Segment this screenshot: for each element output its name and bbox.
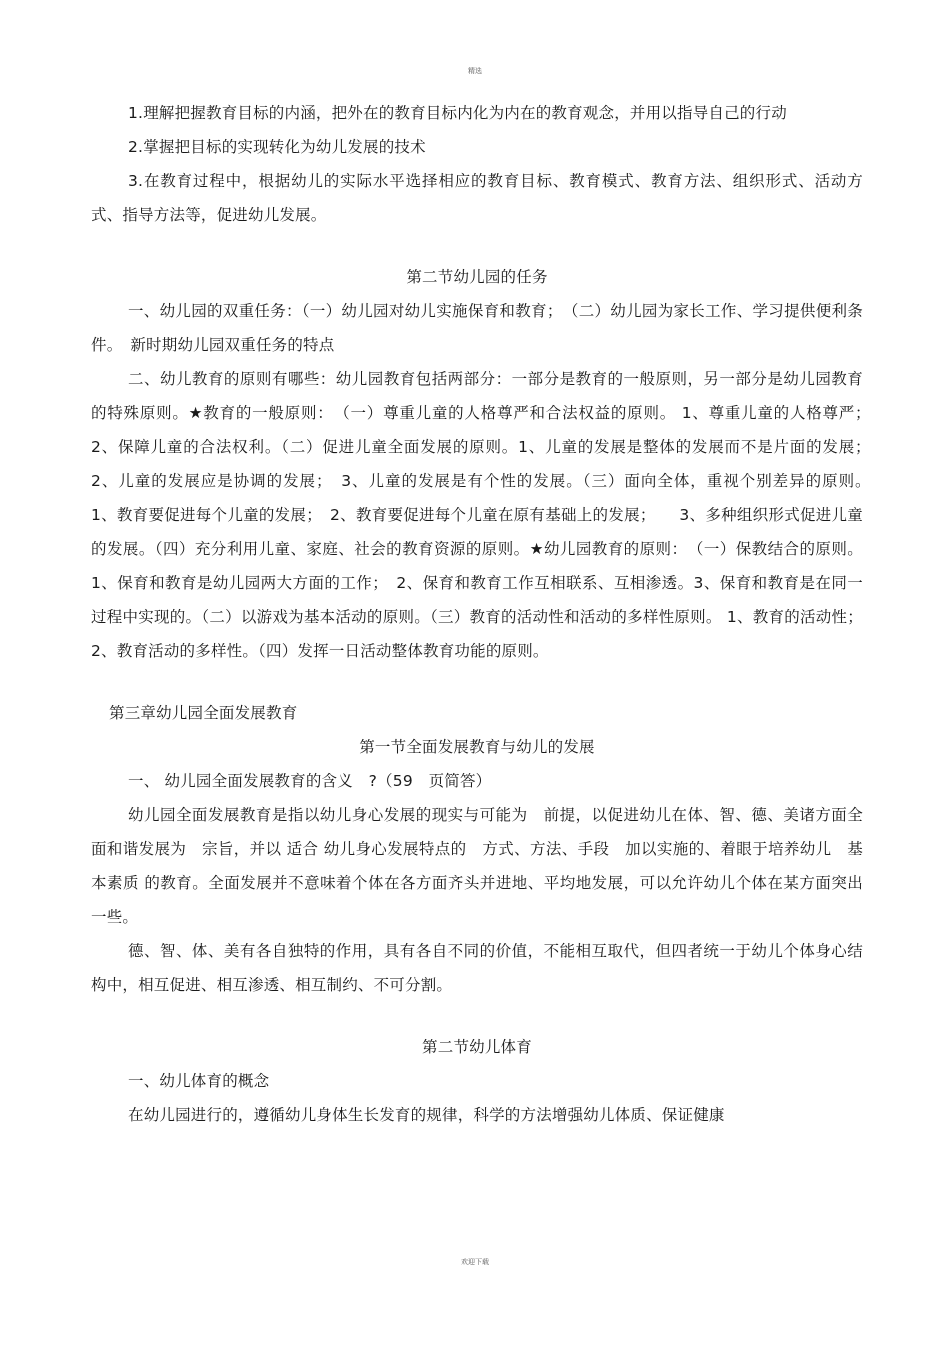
document-body (91, 96, 895, 1132)
paragraph-pe-concept-heading: 一、幼儿体育的概念 (128, 1072, 270, 1090)
paragraph-dual-tasks: 一、幼儿园的双重任务：（一）幼儿园对幼儿实施保育和教育； （二）幼儿园为家长工作、学习提供便利条件。 新时期幼儿园双重任务的特点 (91, 302, 863, 354)
header-watermark: 精选 (468, 67, 482, 75)
paragraph-goal-2: 2.掌握把目标的实现转化为幼儿发展的技术 (128, 138, 426, 156)
section-heading-all-round-development: 第一节全面发展教育与幼儿的发展 (359, 738, 595, 756)
section-heading-kindergarten-tasks: 第二节幼儿园的任务 (406, 268, 548, 286)
footer-watermark: 欢迎下载 (461, 1258, 489, 1266)
chapter-heading-3: 第三章幼儿园全面发展教育 (109, 704, 298, 722)
paragraph-pe-concept: 在幼儿园进行的，遵循幼儿身体生长发育的规律，科学的方法增强幼儿体质、保证健康 (128, 1106, 725, 1124)
paragraph-four-aspects: 德、智、体、美有各自独特的作用，具有各自不同的价值，不能相互取代，但四者统一于幼儿个体身心结构中，相互促进、相互渗透、相互制约、不可分割。 (91, 942, 863, 994)
paragraph-goal-1: 1.理解把握教育目标的内涵，把外在的教育目标内化为内在的教育观念，并用以指导自己的行动 (128, 104, 787, 122)
paragraph-education-principles: 二、幼儿教育的原则有哪些：幼儿园教育包括两部分：一部分是教育的一般原则，另一部分是幼儿园教育的特殊原则。★教育的一般原则： （一）尊重儿童的人格尊严和合法权益的原则。 1、尊重儿童的人格尊严； 2、保障儿童的合法权利。（二）促进儿童全面发展的原则。1、儿童的发展是整体的发展而不是片面的发展； 2、儿童的发展应是协调的发展； 3、儿童的发展是有个性的发展。（三）面向全体，重视个别差异的原则。 1、教育要促进每个儿童的发展； 2、教育要促进每个儿童在原有基础上的发展； 3、多种组织形式促进儿童的发展。（四）充分利用儿童、家庭、社会的教育资源的原则。★幼儿园教育的原则： （一）保教结合的原则。1、保育和教育是幼儿园两大方面的工作； 2、保育和教育工作互相联系、互相渗透。3、保育和教育是在同一过程中实现的。（二）以游戏为基本活动的原则。（三）教育的活动性和活动的多样性原则。 1、教育的活动性；2、教育活动的多样性。（四）发挥一日活动整体教育功能的原则。 (91, 370, 895, 660)
section-heading-physical-education: 第二节幼儿体育 (422, 1038, 532, 1056)
paragraph-definition: 幼儿园全面发展教育是指以幼儿身心发展的现实与可能为 前提，以促进幼儿在体、智、德、美诸方面全面和谐发展为 宗旨，并以 适合 幼儿身心发展特点的 方式、方法、手段 加以实施的、着眼于培养幼儿 基本素质 的教育。全面发展并不意味着个体在各方面齐头并进地、平均地发展，可以允许幼儿个体在某方面突出一些。 (91, 806, 863, 926)
paragraph-definition-question: 一、 幼儿园全面发展教育的含义 ?（59 页简答） (128, 772, 492, 790)
paragraph-goal-3: 3.在教育过程中，根据幼儿的实际水平选择相应的教育目标、教育模式、教育方法、组织形式、活动方式、指导方法等，促进幼儿发展。 (91, 172, 863, 224)
